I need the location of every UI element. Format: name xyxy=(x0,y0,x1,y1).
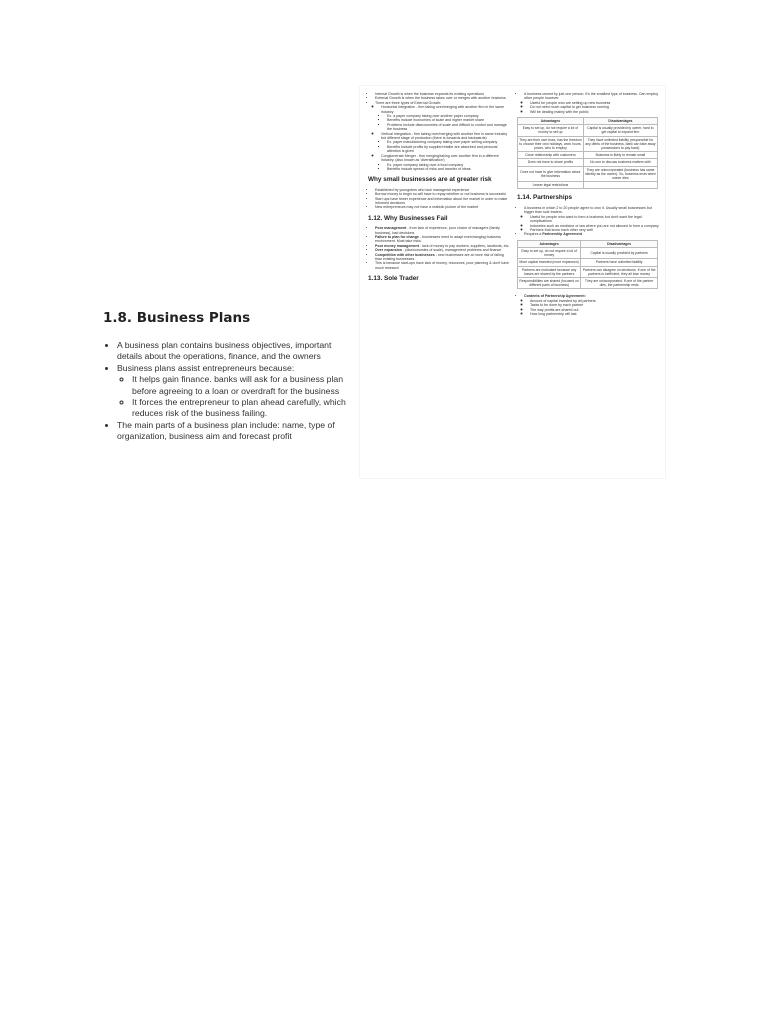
list-item: ▪ Ex. paper manufacturing company taking over paper selling company xyxy=(387,140,511,144)
list-item: ▪ Ex. paper company taking over a food company xyxy=(387,163,511,167)
list-item: • Poor management - from lack of experience, poor choice of managers (family business), bad decisions xyxy=(375,226,511,235)
table-cell xyxy=(583,182,657,189)
business-plans-section xyxy=(100,310,358,443)
table-cell: Business is likely to remain small xyxy=(583,152,657,159)
table-row xyxy=(518,266,658,277)
list-item: • Requires a Partnership Agreement xyxy=(524,232,660,236)
table-cell: No one to discuss business matters with xyxy=(583,159,657,166)
list-item: • Start ups have fewer experience and information about the market in order to make informed decisions xyxy=(375,197,511,206)
table-row xyxy=(518,166,658,182)
table-cell: They are their own boss, has the freedom to choose their own holidays, work hours, prices, who to employ xyxy=(519,137,582,151)
list-item: • Competition with other businesses - new businesses are at more risk of failing than existing businesses. xyxy=(375,253,511,262)
table-cell: Does not have to give information about the business xyxy=(518,166,584,182)
table-cell: Close relationship with customers xyxy=(518,152,584,159)
notes-page-image xyxy=(360,86,665,478)
table-header: Disadvantages xyxy=(583,118,657,125)
table-row xyxy=(518,136,658,152)
list-item: ◦ Partners that know each other very well xyxy=(530,228,660,232)
list-item: ▪ Benefits include economies of scale and higher market share xyxy=(387,118,511,122)
list-item: ◦ Conglomerate Merger - firm merging/taking over another firm in a different industry. (also known as 'diversification') ▪ Ex. paper company taking over a food company ▪ Benefits include spread of risks and transfer of ideas xyxy=(381,154,511,172)
list-item: • There are three types of External Growth: ◦ Horizontal Integration - firm taking over/merging with another firm in the same industry ▪ Ex. a paper company taking over another paper company ▪ Benefits include economies of scale and higher market share ▪ Problems include diseconomies of scale and difficult to control and manage the business ◦ Vertical Integration - firm taking over/merging with another firm in same industry but different stage of production (there is forwards and backwards) ▪ Ex. paper manufacturing company taking over paper selling company ▪ Benefits include profits by supplier/retailer are absorbed and personal attention is given ◦ Conglomerate Merger - firm merging/taking over another firm in a different industry. (also known as 'diversification') ▪ Ex. paper company taking over a food company ▪ Benefits include spread of risks and transfer of ideas xyxy=(375,101,511,172)
notes-column-left xyxy=(368,92,511,287)
list-item: ▪ Benefits include spread of risks and transfer of ideas xyxy=(387,167,511,171)
partnership-table xyxy=(517,240,658,290)
list-item: • External Growth is when the business takes over or merges with another business. xyxy=(375,96,511,100)
list-item: ◦ Vertical Integration - firm taking over/merging with another firm in same industry but different stage of production (there is forwards and backwards) ▪ Ex. paper manufacturing company taking over paper selling company ▪ Benefits include profits by supplier/retailer are absorbed and personal attention is given xyxy=(381,132,511,154)
table-cell: Responsibilities are shared (focused on different parts of business) xyxy=(519,278,579,288)
table-cell: Lesser legal restrictions xyxy=(518,182,584,189)
table-row xyxy=(518,247,658,258)
partnership-list xyxy=(517,206,660,237)
list-item: • Internal Growth is when the business expands its existing operations xyxy=(375,92,511,96)
sole-trader-table xyxy=(517,117,658,189)
list-item: ◦ Useful for people who are setting up new business xyxy=(530,101,660,105)
table-cell: They are unincorporated (business has same identity as the owner). So, business ends when owner dies xyxy=(584,167,656,181)
list-item: • Failure to plan for change - businesses need to adapt everchanging business environment. Must take risks. xyxy=(375,235,511,244)
fail-list xyxy=(368,226,511,270)
list-item: • New entrepreneurs may not have a realistic picture of the market xyxy=(375,205,511,209)
table-header: Disadvantages xyxy=(581,240,658,247)
list-item: • A business plan contains business objectives, important details about the operations, finance, and the owners xyxy=(117,340,358,363)
list-item: ◦ It forces the entrepreneur to plan ahead carefully, which reduces risk of the business failing. xyxy=(132,397,358,420)
list-item: ▪ Problems include diseconomies of scale and difficult to control and manage the business xyxy=(387,123,511,132)
list-item: ▪ Benefits include profits by supplier/retailer are absorbed and personal attention is given xyxy=(387,145,511,154)
sole-trader-list xyxy=(517,92,660,114)
list-item: • Established by youngsters who lack managerial experience xyxy=(375,188,511,192)
table-cell: Capital is usually provided by owner, hard to get capital to expand firm xyxy=(583,125,657,136)
table-cell: They are unincorporated. If one of the partner dies, the partnership ends xyxy=(581,277,658,288)
table-row xyxy=(518,159,658,166)
list-item: ◦ It helps gain finance. banks will ask for a business plan before agreeing to a loan or overdraft for the business xyxy=(132,374,358,397)
risk-list xyxy=(368,188,511,210)
list-item: • This is because start-ups have lack of money, resources, poor planning & don't have much research xyxy=(375,261,511,270)
list-item: ◦ Useful for people who want to form a business but don't want the legal complications xyxy=(530,215,660,224)
list-item: ◦ Industries such as medicine or law where you are not allowed to form a company xyxy=(530,224,660,228)
heading-partnerships: 1.14. Partnerships xyxy=(517,194,573,202)
table-cell: Partners are motivated because any losses are shared by the partners xyxy=(518,266,581,277)
list-item: ◦ Will be dealing mainly with the public xyxy=(530,110,660,114)
list-item: ◦ How long partnership will last xyxy=(530,312,660,316)
list-item: ◦ Amount of capital invested by all partners xyxy=(530,299,660,303)
list-item: • Over expansion - (diseconomies of scale), management problems and finance xyxy=(375,248,511,252)
list-item: • Business plans assist entrepreneurs because: ◦ It helps gain finance. banks will ask for a business plan before agreeing to a loan or overdraft for the business ◦ It forces the entrepreneur to plan ahead carefully, which reduces risk of the business failing. xyxy=(117,363,358,420)
list-item: ▪ Ex. a paper company taking over another paper company xyxy=(387,114,511,118)
agreement-list xyxy=(517,294,660,316)
table-cell: Partners have unlimited liability xyxy=(581,259,658,266)
table-row xyxy=(518,182,658,189)
table-row xyxy=(518,152,658,159)
table-cell: Partners can disagree on decisions. If one of the partners is inefficient, they all lose money xyxy=(581,266,658,277)
heading-sole-trader: 1.13. Sole Trader xyxy=(368,275,419,283)
table-cell: Easy to set up, do not require a lot of money xyxy=(518,247,581,258)
table-header: Advantages xyxy=(518,240,581,247)
table-cell: Does not have to share profits xyxy=(518,159,584,166)
list-item: ◦ Do not need much capital to get business running xyxy=(530,105,660,109)
table-cell: They have unlimited liability (responsible for any debts of the business, bank can take away possessions to pay back) xyxy=(585,137,656,151)
list-item: ◦ Tasks to be done by each partner xyxy=(530,303,660,307)
table-header: Advantages xyxy=(518,118,584,125)
list-item: • A business in which 2 to 20 people agree to own it. Usually small businesses but bigger than sole traders. ◦ Useful for people who want to form a business but don't want the legal complications ◦ Industries such as medicine or law where you are not allowed to form a company ◦ Partners that know each other very well xyxy=(524,206,660,232)
table-cell: Easy to set up, do not require a lot of money to set up xyxy=(518,125,584,136)
list-item: • The main parts of a business plan include: name, type of organization, business aim and forecast profit xyxy=(117,420,358,443)
section-title: 1.8. Business Plans xyxy=(103,310,251,326)
business-plans-list xyxy=(100,340,358,443)
list-item: • Contents of Partnership Agreement: ◦ Amount of capital invested by all partners ◦ Tasks to be done by each partner ◦ The way profits are shared out ◦ How long partnership will last xyxy=(524,294,660,316)
heading-why-businesses-fail: 1.12. Why Businesses Fail xyxy=(368,214,448,222)
table-row xyxy=(518,259,658,266)
list-item: • A business owned by just one person. It's the smallest type of business. Can employ other people however. ◦ Useful for people who are setting up new business ◦ Do not need much capital to get business running ◦ Will be dealing mainly with the public xyxy=(524,92,660,114)
notes-column-right xyxy=(517,92,660,316)
table-cell: More capital invested (more expansion) xyxy=(519,260,579,265)
list-item: • Borrow money to begin so will have to repay whether or not business is successful xyxy=(375,192,511,196)
list-item: ◦ The way profits are shared out xyxy=(530,308,660,312)
list-item: ◦ Horizontal Integration - firm taking over/merging with another firm in the same industry ▪ Ex. a paper company taking over another paper company ▪ Benefits include economies of scale and higher market share ▪ Problems include diseconomies of scale and difficult to control and manage the business xyxy=(381,105,511,131)
table-row xyxy=(518,277,658,288)
heading-small-business-risk: Why small businesses are at greater risk xyxy=(368,176,492,184)
table-cell: Capital is usually provided by partners xyxy=(581,247,658,258)
list-item: • Poor money management - lack of money to pay workers, suppliers, landlords, etc. xyxy=(375,244,511,248)
growth-list xyxy=(368,92,511,171)
table-row xyxy=(518,125,658,136)
